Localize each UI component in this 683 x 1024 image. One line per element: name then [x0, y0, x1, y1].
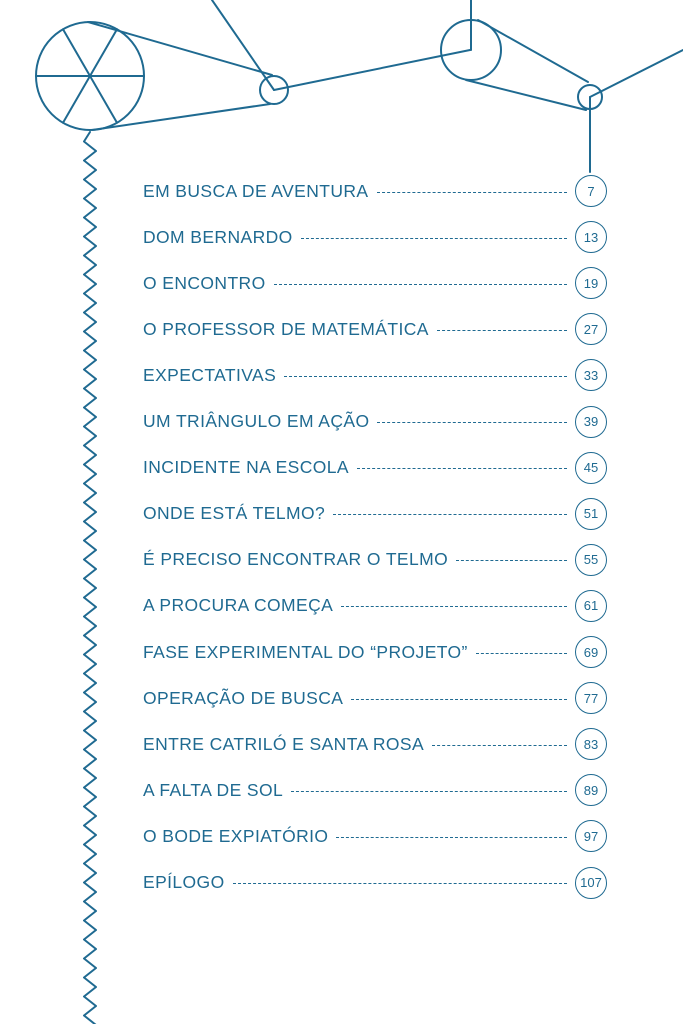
toc-page-number: 19: [575, 267, 607, 299]
toc-dot-leader: [336, 837, 567, 838]
toc-entry: [143, 174, 607, 208]
toc-entry: [143, 866, 607, 900]
toc-page-number: 27: [575, 313, 607, 345]
toc-entry-title: EXPECTATIVAS: [143, 364, 277, 385]
toc-page-number: 33: [575, 359, 607, 391]
toc-page-number: 55: [575, 544, 607, 576]
toc-dot-leader: [456, 560, 567, 561]
toc-dot-leader: [377, 192, 567, 193]
toc-entry: [143, 635, 607, 669]
toc-page-number: 45: [575, 452, 607, 484]
toc-entry-title: OPERAÇÃO DE BUSCA: [143, 687, 344, 708]
toc-entry-title: O ENCONTRO: [143, 272, 266, 293]
toc-page-number: 61: [575, 590, 607, 622]
toc-entry-title: O PROFESSOR DE MATEMÁTICA: [143, 318, 429, 339]
toc-page-number: 51: [575, 498, 607, 530]
toc-entry-title: EM BUSCA DE AVENTURA: [143, 180, 369, 201]
toc-entry: [143, 589, 607, 623]
toc-entry-title: É PRECISO ENCONTRAR O TELMO: [143, 549, 449, 570]
toc-entry: [143, 727, 607, 761]
toc-dot-leader: [301, 238, 567, 239]
toc-dot-leader: [357, 468, 567, 469]
toc-entry: [143, 312, 607, 346]
toc-entry-title: A FALTA DE SOL: [143, 779, 284, 800]
toc-entry-title: ONDE ESTÁ TELMO?: [143, 503, 326, 524]
toc-entry-title: O BODE EXPIATÓRIO: [143, 825, 329, 846]
toc-entry: [143, 773, 607, 807]
toc-entry-title: EPÍLOGO: [143, 872, 225, 892]
toc-dot-leader: [377, 422, 567, 423]
toc-entry: [143, 681, 607, 715]
toc-dot-leader: [351, 699, 567, 700]
toc-entry: [143, 497, 607, 531]
toc-entry-title: FASE EXPERIMENTAL DO “PROJETO”: [143, 641, 468, 662]
toc-entry: [143, 405, 607, 439]
toc-entry-title: INCIDENTE NA ESCOLA: [143, 457, 349, 478]
toc-page-number: 39: [575, 406, 607, 438]
toc-dot-leader: [437, 330, 567, 331]
toc-dot-leader: [333, 514, 567, 515]
toc-dot-leader: [476, 653, 567, 654]
toc-page-number: 7: [575, 175, 607, 207]
toc-entry: [143, 220, 607, 254]
toc-page-number: 13: [575, 221, 607, 253]
toc-entry-title: ENTRE CATRILÓ E SANTA ROSA: [143, 733, 425, 754]
toc-dot-leader: [284, 376, 567, 377]
toc-entry: [143, 451, 607, 485]
toc-dot-leader: [291, 791, 567, 792]
toc-entry: [143, 543, 607, 577]
toc-page-number: 107: [575, 867, 607, 899]
toc-entry: [143, 358, 607, 392]
toc-entry: [143, 819, 607, 853]
toc-dot-leader: [341, 606, 567, 607]
toc-page-number: 77: [575, 682, 607, 714]
toc-page-number: 83: [575, 728, 607, 760]
toc-dot-leader: [233, 883, 567, 884]
toc-dot-leader: [274, 284, 567, 285]
toc-page-number: 97: [575, 820, 607, 852]
toc-dot-leader: [432, 745, 567, 746]
toc-entry: [143, 266, 607, 300]
toc-page-number: 89: [575, 774, 607, 806]
toc-entry-title: DOM BERNARDO: [143, 226, 293, 247]
toc-entry-title: UM TRIÂNGULO EM AÇÃO: [143, 411, 370, 431]
toc-entry-title: A PROCURA COMEÇA: [143, 595, 334, 616]
toc-page-number: 69: [575, 636, 607, 668]
